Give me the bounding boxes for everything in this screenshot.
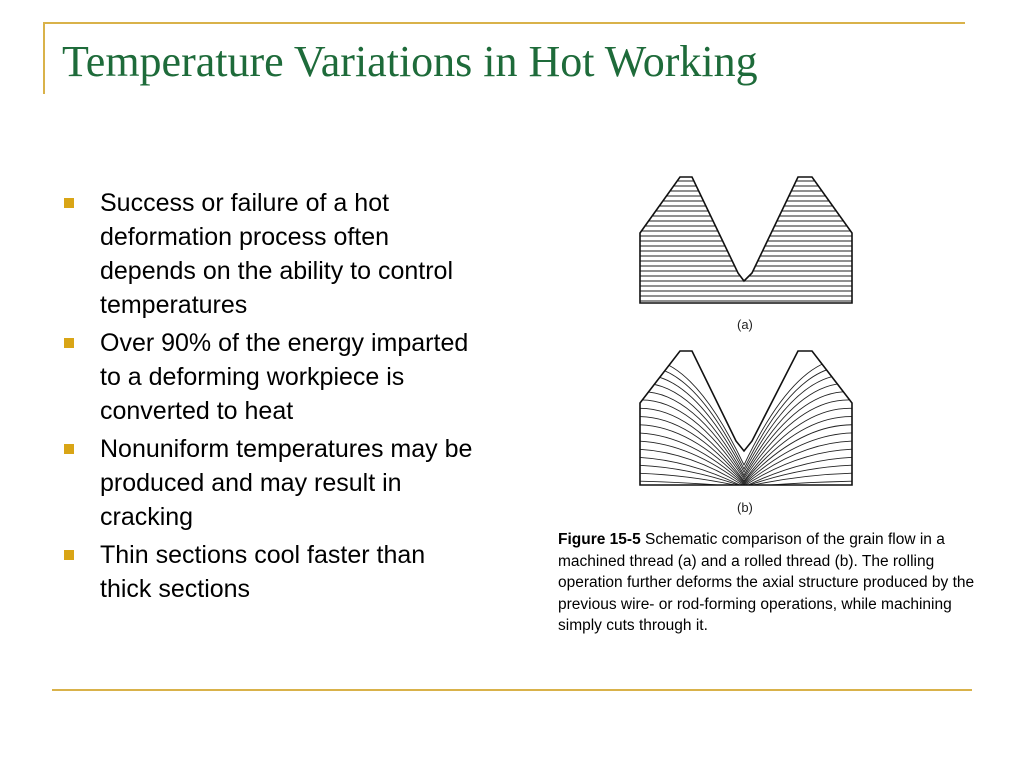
machined-thread-diagram xyxy=(630,177,860,303)
bullet-item xyxy=(62,538,482,606)
accent-top-line xyxy=(43,22,965,24)
square-bullet-icon xyxy=(64,338,74,348)
bullet-text: Over 90% of the energy imparted to a deforming workpiece is converted to heat xyxy=(100,329,469,425)
bullet-text: Success or failure of a hot deformation process often depends on the ability to control temperatures xyxy=(100,189,454,319)
square-bullet-icon xyxy=(64,198,74,208)
figure-label-a: (a) xyxy=(737,317,753,332)
caption-title: Figure 15-5 xyxy=(558,531,641,548)
bullet-item xyxy=(62,432,482,534)
bullet-text: Thin sections cool faster than thick sections xyxy=(100,541,426,603)
figure-caption xyxy=(558,529,978,637)
square-bullet-icon xyxy=(64,444,74,454)
bullet-item xyxy=(62,326,482,428)
accent-vertical-line xyxy=(43,22,45,94)
accent-bottom-line xyxy=(52,689,972,691)
contoured-grain-lines xyxy=(630,359,860,487)
rolled-thread-diagram xyxy=(630,351,860,487)
bullet-item xyxy=(62,186,482,322)
thread-grain-flow-figure xyxy=(630,175,860,515)
bullet-list xyxy=(62,186,482,610)
bullet-text: Nonuniform temperatures may be produced and may result in cracking xyxy=(100,435,473,531)
figure-label-b: (b) xyxy=(737,500,753,515)
square-bullet-icon xyxy=(64,550,74,560)
caption-text: Schematic comparison of the grain flow in a machined thread (a) and a rolled thread (b). The rolling operation further deforms the axial structure produced by the previous wire- or rod-forming operations, while machining simply cuts through it. xyxy=(558,531,975,634)
slide-title: Temperature Variations in Hot Working xyxy=(62,37,758,86)
